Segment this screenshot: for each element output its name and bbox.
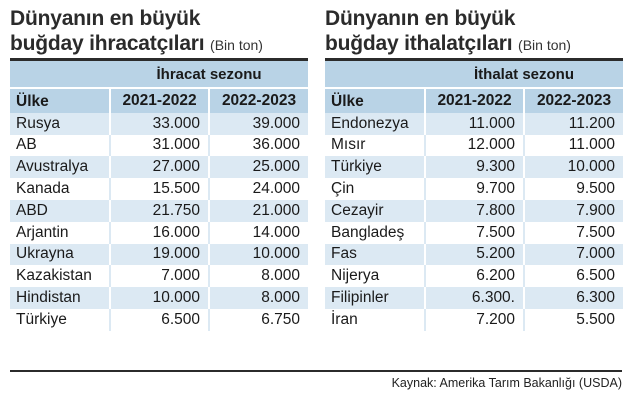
table-row bbox=[325, 222, 623, 244]
exporters-value-2022-cell: 10.000 bbox=[209, 244, 308, 266]
exporters-title-line2: buğday ihracatçıları bbox=[10, 32, 205, 55]
importers-value-2021-cell: 6.200 bbox=[425, 265, 524, 287]
importers-value-2022-cell: 6.500 bbox=[524, 265, 623, 287]
exporters-value-2021-cell: 31.000 bbox=[110, 135, 209, 157]
table-row bbox=[325, 178, 623, 200]
importers-value-2021-cell: 7.200 bbox=[425, 309, 524, 331]
exporters-country-cell: Ukrayna bbox=[10, 244, 110, 266]
importers-country-cell: Endonezya bbox=[325, 113, 425, 135]
exporters-country-cell: Hindistan bbox=[10, 287, 110, 309]
exporters-panel bbox=[10, 6, 308, 331]
importers-value-2021-cell: 9.300 bbox=[425, 156, 524, 178]
exporters-country-cell: Kazakistan bbox=[10, 265, 110, 287]
exporters-title bbox=[10, 6, 308, 58]
table-row bbox=[10, 287, 308, 309]
exporters-value-2022-cell: 8.000 bbox=[209, 287, 308, 309]
table-row bbox=[325, 200, 623, 222]
importers-country-cell: Nijerya bbox=[325, 265, 425, 287]
table-row bbox=[325, 287, 623, 309]
exporters-country-cell: AB bbox=[10, 135, 110, 157]
importers-value-2021-cell: 9.700 bbox=[425, 178, 524, 200]
exporters-value-2022-cell: 8.000 bbox=[209, 265, 308, 287]
importers-value-2022-cell: 7.900 bbox=[524, 200, 623, 222]
importers-col-2021: 2021-2022 bbox=[425, 88, 524, 113]
exporters-value-2021-cell: 27.000 bbox=[110, 156, 209, 178]
importers-unit: (Bin ton) bbox=[518, 37, 571, 53]
exporters-value-2022-cell: 6.750 bbox=[209, 309, 308, 331]
table-row bbox=[10, 200, 308, 222]
exporters-value-2022-cell: 36.000 bbox=[209, 135, 308, 157]
table-row bbox=[10, 222, 308, 244]
exporters-value-2022-cell: 14.000 bbox=[209, 222, 308, 244]
exporters-col-2022: 2022-2023 bbox=[209, 88, 308, 113]
exporters-season-label: İhracat sezonu bbox=[110, 61, 308, 88]
importers-value-2021-cell: 7.500 bbox=[425, 222, 524, 244]
exporters-value-2022-cell: 21.000 bbox=[209, 200, 308, 222]
exporters-title-line1: Dünyanın en büyük bbox=[10, 7, 201, 30]
importers-value-2021-cell: 6.300. bbox=[425, 287, 524, 309]
table-row bbox=[325, 265, 623, 287]
table-row bbox=[325, 244, 623, 266]
importers-panel bbox=[325, 6, 623, 331]
table-row bbox=[10, 265, 308, 287]
exporters-col-country: Ülke bbox=[10, 88, 110, 113]
importers-value-2021-cell: 5.200 bbox=[425, 244, 524, 266]
importers-value-2022-cell: 7.000 bbox=[524, 244, 623, 266]
exporters-value-2021-cell: 19.000 bbox=[110, 244, 209, 266]
importers-country-cell: Fas bbox=[325, 244, 425, 266]
importers-table bbox=[325, 61, 623, 331]
importers-value-2022-cell: 11.200 bbox=[524, 113, 623, 135]
importers-value-2022-cell: 9.500 bbox=[524, 178, 623, 200]
importers-title-line1: Dünyanın en büyük bbox=[325, 7, 516, 30]
exporters-country-cell: Arjantin bbox=[10, 222, 110, 244]
exporters-value-2021-cell: 21.750 bbox=[110, 200, 209, 222]
exporters-value-2021-cell: 15.500 bbox=[110, 178, 209, 200]
importers-country-cell: Filipinler bbox=[325, 287, 425, 309]
table-row bbox=[10, 309, 308, 331]
importers-col-2022: 2022-2023 bbox=[524, 88, 623, 113]
importers-value-2022-cell: 10.000 bbox=[524, 156, 623, 178]
exporters-country-cell: Avustralya bbox=[10, 156, 110, 178]
bottom-rule bbox=[10, 370, 622, 372]
importers-country-cell: Türkiye bbox=[325, 156, 425, 178]
importers-title-line2: buğday ithalatçıları bbox=[325, 32, 513, 55]
table-row bbox=[325, 135, 623, 157]
exporters-value-2021-cell: 6.500 bbox=[110, 309, 209, 331]
importers-title bbox=[325, 6, 623, 58]
table-row bbox=[10, 244, 308, 266]
exporters-country-cell: Kanada bbox=[10, 178, 110, 200]
importers-value-2022-cell: 7.500 bbox=[524, 222, 623, 244]
exporters-value-2021-cell: 33.000 bbox=[110, 113, 209, 135]
exporters-unit: (Bin ton) bbox=[210, 37, 263, 53]
exporters-rows bbox=[10, 113, 308, 331]
importers-season-label: İthalat sezonu bbox=[425, 61, 623, 88]
importers-value-2022-cell: 5.500 bbox=[524, 309, 623, 331]
importers-value-2021-cell: 12.000 bbox=[425, 135, 524, 157]
table-row bbox=[325, 156, 623, 178]
table-row bbox=[10, 156, 308, 178]
importers-col-country: Ülke bbox=[325, 88, 425, 113]
exporters-value-2022-cell: 24.000 bbox=[209, 178, 308, 200]
exporters-table bbox=[10, 61, 308, 331]
importers-country-cell: Mısır bbox=[325, 135, 425, 157]
table-row bbox=[10, 178, 308, 200]
exporters-value-2021-cell: 10.000 bbox=[110, 287, 209, 309]
exporters-value-2022-cell: 39.000 bbox=[209, 113, 308, 135]
importers-country-cell: Cezayir bbox=[325, 200, 425, 222]
exporters-value-2021-cell: 7.000 bbox=[110, 265, 209, 287]
exporters-country-cell: Rusya bbox=[10, 113, 110, 135]
importers-country-cell: İran bbox=[325, 309, 425, 331]
importers-country-cell: Bangladeş bbox=[325, 222, 425, 244]
table-row bbox=[10, 135, 308, 157]
exporters-value-2022-cell: 25.000 bbox=[209, 156, 308, 178]
importers-rows bbox=[325, 113, 623, 331]
exporters-col-2021: 2021-2022 bbox=[110, 88, 209, 113]
importers-country-cell: Çin bbox=[325, 178, 425, 200]
importers-value-2021-cell: 7.800 bbox=[425, 200, 524, 222]
table-row bbox=[10, 113, 308, 135]
importers-value-2022-cell: 6.300 bbox=[524, 287, 623, 309]
table-row bbox=[325, 309, 623, 331]
source-note: Kaynak: Amerika Tarım Bakanlığı (USDA) bbox=[391, 376, 622, 390]
exporters-country-cell: ABD bbox=[10, 200, 110, 222]
exporters-country-cell: Türkiye bbox=[10, 309, 110, 331]
exporters-value-2021-cell: 16.000 bbox=[110, 222, 209, 244]
table-row bbox=[325, 113, 623, 135]
importers-value-2022-cell: 11.000 bbox=[524, 135, 623, 157]
importers-value-2021-cell: 11.000 bbox=[425, 113, 524, 135]
